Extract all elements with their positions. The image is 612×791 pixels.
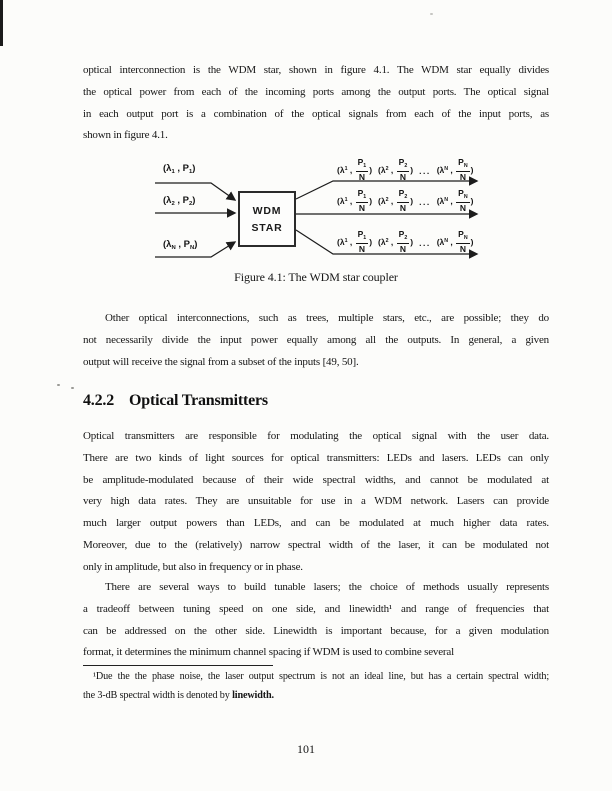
ellipsis: ... (419, 166, 431, 177)
footnote-line-1: ¹Due the the phase noise, the laser output spectrum is not an ideal line, but has a certain spectral width; (93, 671, 549, 682)
figure-wdm-star-coupler (0, 157, 612, 269)
text-line: There are several ways to build tunable lasers; the choice of methods usually represents (105, 581, 549, 593)
subscript: 1 (189, 169, 193, 176)
subscript: 1 (363, 193, 367, 200)
subscript: N (463, 193, 468, 200)
fraction-denominator: N (459, 203, 466, 214)
fraction-numerator: $P_N$ (456, 230, 469, 244)
text-line: much larger output powers than LEDs, and can be modulated at much higher data rates. (83, 517, 549, 530)
figure-diagram (0, 157, 612, 269)
formula-term: (λ N , $\frac{P_N}{N}$ ) (436, 229, 474, 255)
subscript: 2 (404, 234, 408, 241)
fraction-numerator: $P_2$ (397, 158, 410, 172)
fraction (456, 189, 469, 213)
text-line: optical interconnection is the WDM star, shown in figure 4.1. The WDM star equally divides (83, 64, 549, 76)
text-line: the optical power from each of the incoming ports among the output ports. The optical signal (83, 85, 549, 98)
wdm-box-line1: WDM (252, 204, 282, 217)
wdm-box-line2: STAR (251, 221, 283, 234)
formula-term: (λ 2 , $\frac{P_2}{N}$ ) (378, 188, 414, 214)
text-line: Optical transmitters are responsible for modulating the optical signal with the user data. (83, 430, 549, 442)
paragraph-wdm-star-intro (83, 60, 549, 147)
fraction-denominator: N (399, 203, 407, 214)
figure-input-label-1: ($\lambda_1$ , $P_1$) (163, 163, 196, 176)
figure-caption: Figure 4.1: The WDM star coupler (234, 270, 398, 284)
subscript: 2 (171, 201, 175, 208)
wdm-star-box (238, 191, 296, 247)
subscript: 2 (189, 201, 193, 208)
fraction-numerator: $P_1$ (356, 230, 369, 244)
subscript: 1 (171, 169, 175, 176)
footnote-text: the 3-dB spectral width is denoted by (83, 689, 233, 701)
formula-term: (λ N , $\frac{P_N}{N}$ ) (436, 188, 474, 214)
fraction-numerator: $P_1$ (356, 189, 369, 203)
fraction-numerator: $P_1$ (356, 158, 369, 172)
subscript: 2 (404, 162, 408, 169)
text-line: shown in figure 4.1. (83, 129, 168, 142)
fraction (397, 189, 410, 213)
fraction-denominator: N (358, 244, 365, 255)
fraction-denominator: N (459, 172, 466, 183)
scan-speck (430, 13, 433, 15)
section-title: Optical Transmitters (129, 392, 268, 409)
fraction (397, 230, 410, 254)
subscript: 2 (385, 238, 389, 245)
text-line: format, it determines the minimum channel spacing if WDM is used to combine several (83, 646, 454, 659)
fraction-numerator: $P_2$ (397, 189, 410, 203)
formula-term: (λ 1 , $\frac{P_1}{N}$ ) (337, 157, 373, 183)
scan-speck (57, 384, 60, 386)
formula-term: (λ 1 , $\frac{P_1}{N}$ ) (337, 188, 373, 214)
section-heading (83, 392, 268, 410)
subscript: N (171, 245, 176, 252)
footnote-line-2 (83, 687, 549, 706)
scan-speck (71, 387, 74, 389)
fraction (356, 189, 369, 213)
text-line: Moreover, due to the (relatively) narrow spectral width of the laser, it can be modulated not (83, 538, 549, 551)
subscript: 2 (404, 193, 408, 200)
ellipsis: ... (419, 197, 431, 208)
text-line: not necessarily divide the input power equally among all the outputs. In general, a given (83, 333, 549, 346)
fraction (356, 158, 369, 182)
ellipsis: ... (419, 238, 431, 249)
figure-output-label-3 (337, 230, 473, 254)
subscript: N (444, 197, 449, 204)
text-line: be amplitude-modulated because of their wide spectral widths, and cannot be modulated at (83, 473, 549, 486)
formula-term: (λ 2 , $\frac{P_2}{N}$ ) (378, 157, 414, 183)
fraction (356, 230, 369, 254)
text-line: output will receive the signal from a subset of the inputs [49, 50]. (83, 355, 359, 368)
fraction-denominator: N (399, 172, 407, 183)
subscript: 1 (363, 234, 367, 241)
subscript: 1 (344, 197, 348, 204)
paragraph-other-interconnections (83, 308, 549, 373)
fraction-numerator: $P_N$ (456, 158, 469, 172)
text-line: only in amplitude, but also in frequency or in phase. (83, 560, 303, 573)
text-line: There are two kinds of light sources for optical transmitters: LEDs and lasers. LEDs can only (83, 451, 549, 464)
text-line: in each output port is a combination of the optical signals from each of the input ports, as (83, 107, 549, 120)
fraction-denominator: N (358, 172, 365, 183)
subscript: 2 (385, 197, 389, 204)
subscript: 1 (363, 162, 367, 169)
subscript: N (189, 245, 195, 252)
subscript: N (444, 238, 449, 245)
formula-term: (λ 1 , $\frac{P_1}{N}$ ) (337, 229, 373, 255)
formula-term: (λ N , $\frac{P_N}{N}$ ) (436, 157, 474, 183)
scan-edge-artifact (0, 0, 3, 46)
subscript: N (463, 162, 468, 169)
figure-input-label-3: ($\lambda_N$ , $P_N$) (163, 239, 198, 252)
section-number: 4.2.2 (83, 392, 115, 409)
fraction-denominator: N (358, 203, 365, 214)
figure-output-label-2 (337, 189, 473, 213)
paragraph-optical-transmitters (83, 426, 549, 579)
text-line: very high data rates. They are unsuitable for use in a WDM network. Lasers can provide (83, 495, 549, 508)
figure-output-label-1 (337, 158, 473, 182)
fraction-denominator: N (399, 244, 407, 255)
subscript: 1 (344, 166, 348, 173)
text-line: Other optical interconnections, such as trees, multiple stars, etc., are possible; they do (105, 312, 549, 324)
fraction-denominator: N (459, 244, 466, 255)
fraction (456, 158, 469, 182)
text-line: a tradeoff between tuning speed on one side, and linewidth¹ and range of frequencies that (83, 602, 549, 615)
paragraph-tunable-lasers (83, 577, 549, 664)
subscript: 1 (344, 238, 348, 245)
fraction (456, 230, 469, 254)
figure-input-label-2: ($\lambda_2$ , $P_2$) (163, 195, 196, 208)
text-line: can be addressed on the other side. Linewidth is important because, for a given modulation (83, 624, 549, 637)
fraction-numerator: $P_N$ (456, 189, 469, 203)
subscript: N (444, 166, 449, 173)
formula-term: (λ 2 , $\frac{P_2}{N}$ ) (378, 229, 414, 255)
footnote (83, 668, 549, 705)
subscript: N (463, 234, 468, 241)
footnote-bold-term: linewidth. (232, 689, 274, 701)
fraction (397, 158, 410, 182)
page-number: 101 (297, 742, 315, 756)
footnote-rule (83, 665, 273, 666)
fraction-numerator: $P_2$ (397, 230, 410, 244)
subscript: 2 (385, 166, 389, 173)
